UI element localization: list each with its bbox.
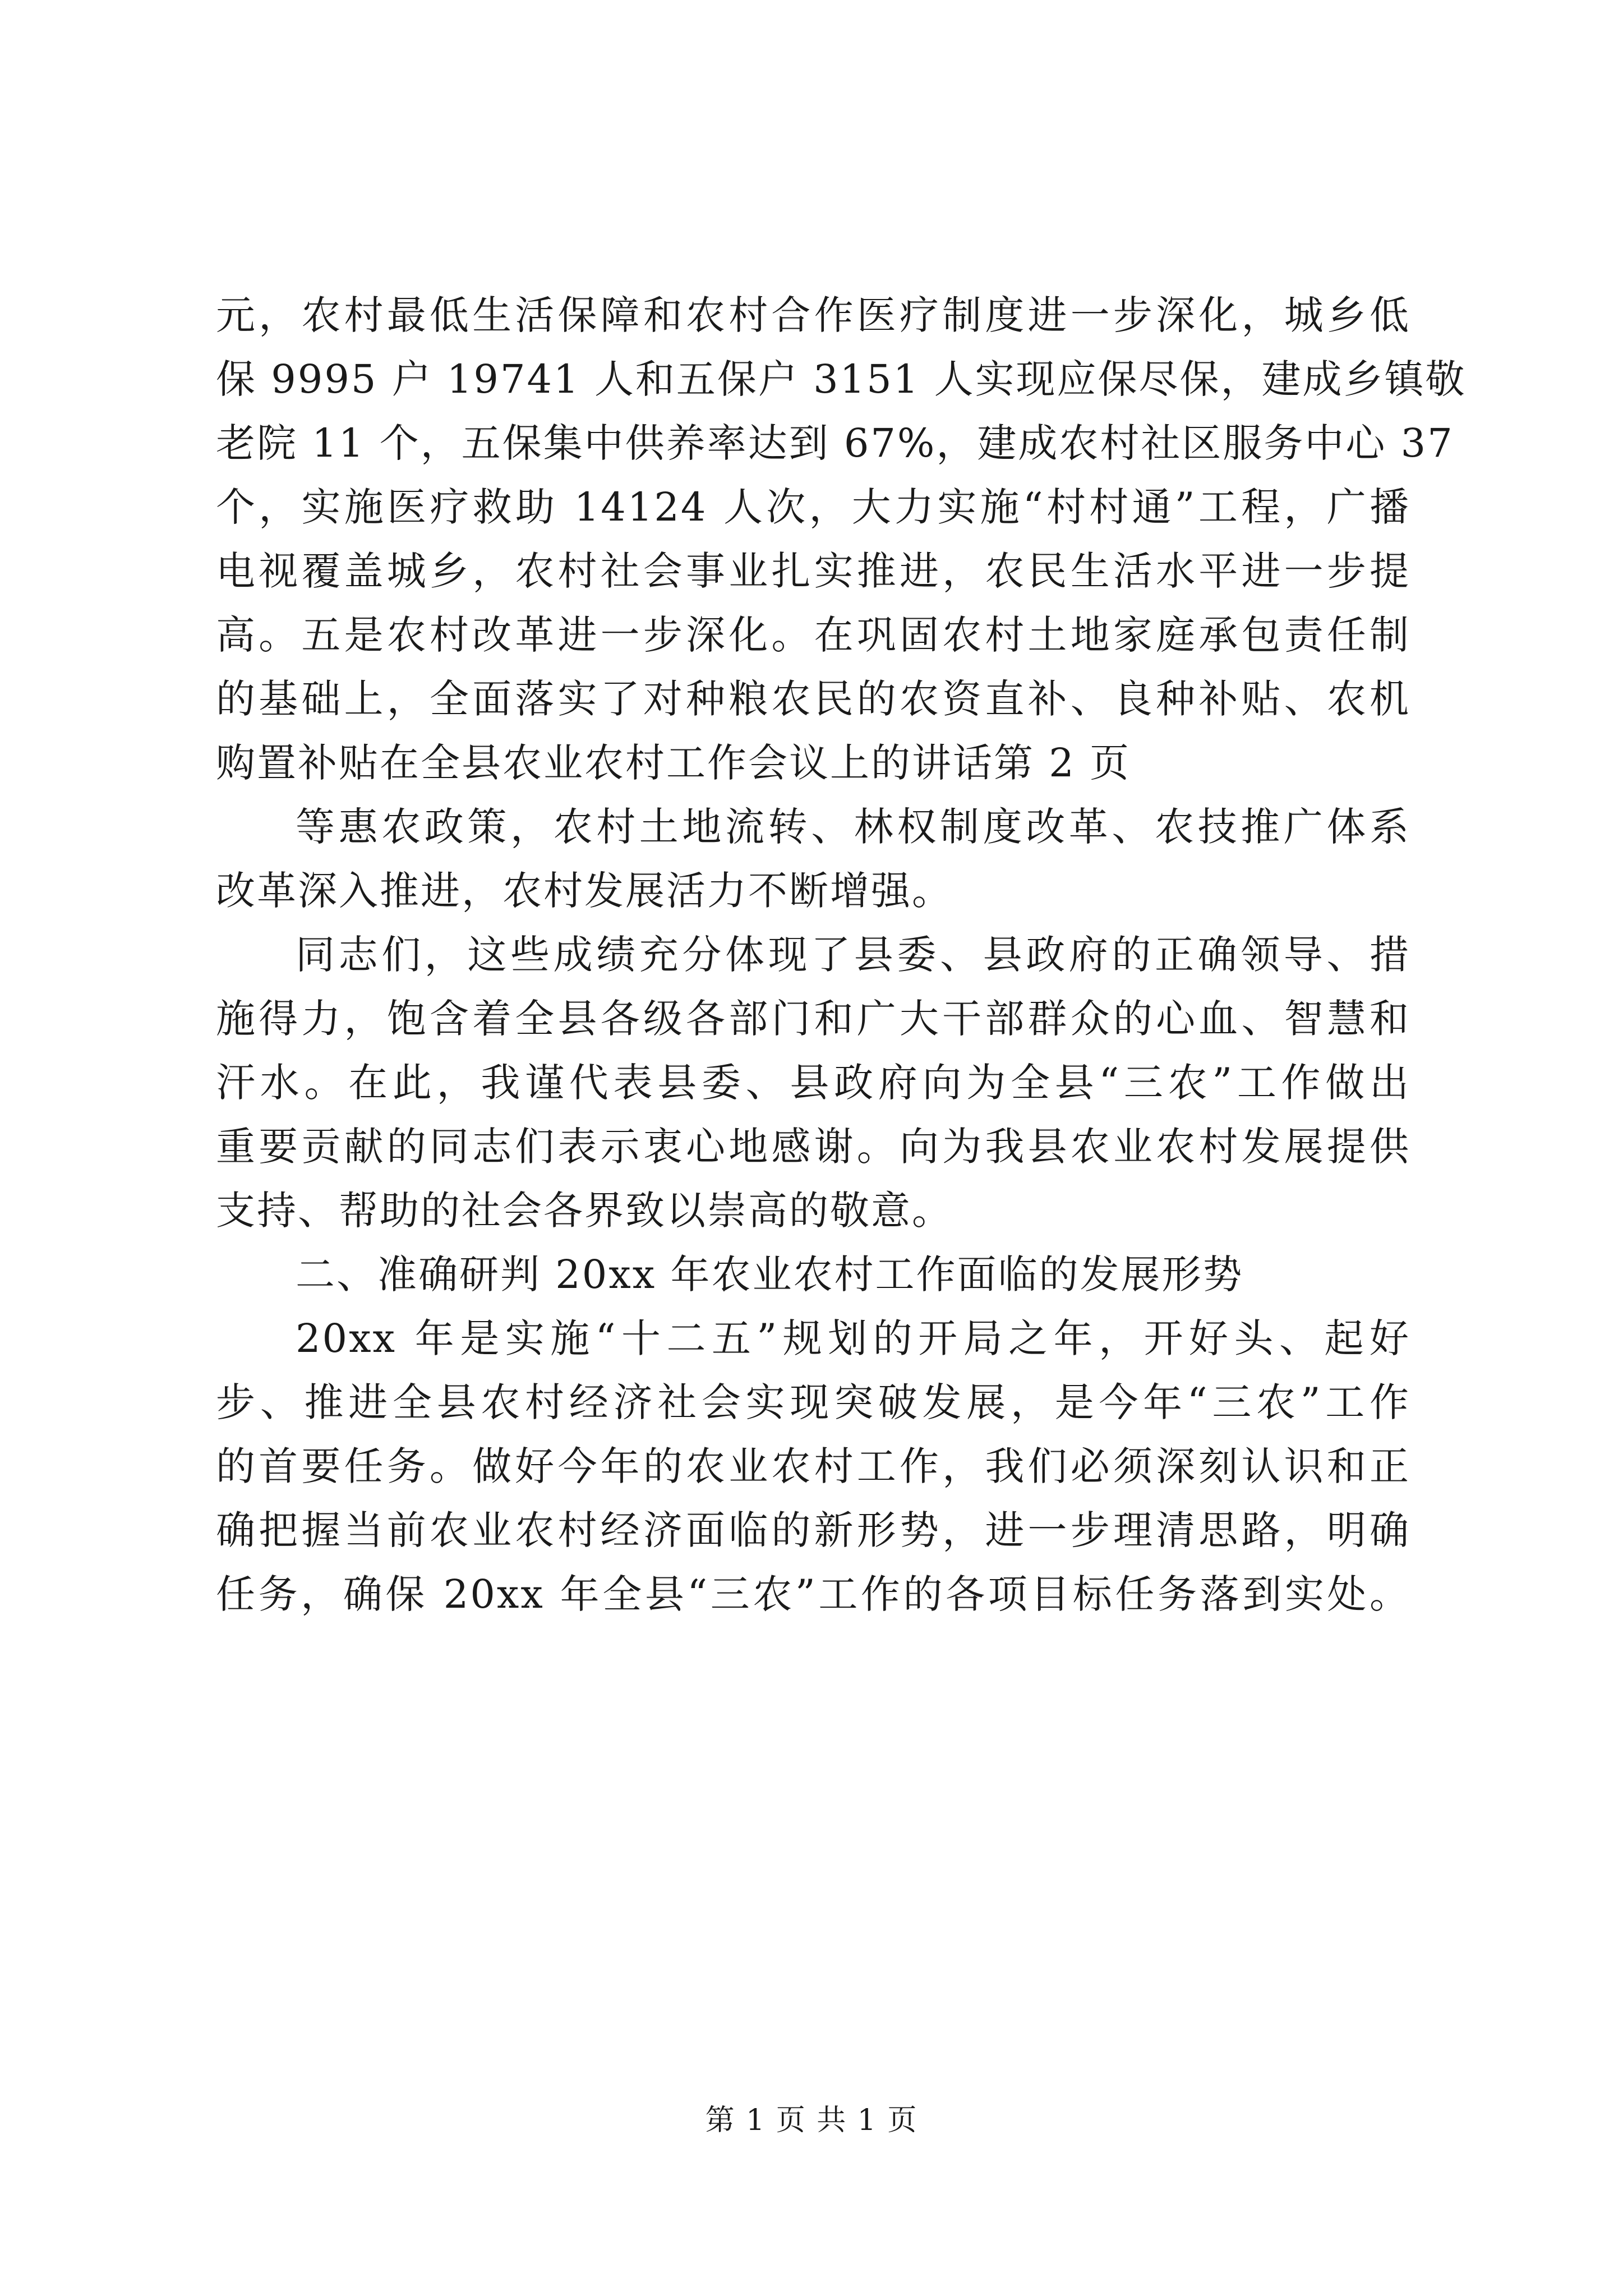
text-line: 保 9995 户 19741 人和五保户 3151 人实现应保尽保，建成乡镇敬 xyxy=(216,356,1467,402)
text-line: 任务，确保 20xx 年全县“三农”工作的各项目标任务落到实处。 xyxy=(216,1571,1410,1617)
page-footer: 第 1 页 共 1 页 xyxy=(705,2104,918,2137)
text-line: 等惠农政策，农村土地流转、林权制度改革、农技推广体系 xyxy=(296,804,1410,850)
text-line: 汗水。在此，我谨代表县委、县政府向为全县“三农”工作做出 xyxy=(216,1060,1410,1106)
text-line: 购置补贴在全县农业农村工作会议上的讲话第 2 页 xyxy=(216,740,1131,786)
text-line: 的首要任务。做好今年的农业农村工作，我们必须深刻认识和正 xyxy=(216,1443,1410,1489)
text-line: 电视覆盖城乡，农村社会事业扎实推进，农民生活水平进一步提 xyxy=(216,548,1410,594)
text-line: 重要贡献的同志们表示衷心地感谢。向为我县农业农村发展提供 xyxy=(216,1124,1410,1170)
text-line: 同志们，这些成绩充分体现了县委、县政府的正确领导、措 xyxy=(296,932,1410,978)
text-line: 高。五是农村改革进一步深化。在巩固农村土地家庭承包责任制 xyxy=(216,612,1410,658)
text-line: 老院 11 个，五保集中供养率达到 67%，建成农村社区服务中心 37 xyxy=(216,420,1454,466)
text-line: 确把握当前农业农村经济面临的新形势，进一步理清思路，明确 xyxy=(216,1507,1410,1553)
document-body xyxy=(216,283,1467,1626)
text-line: 个，实施医疗救助 14124 人次，大力实施“村村通”工程，广播 xyxy=(216,484,1410,530)
text-line: 施得力，饱含着全县各级各部门和广大干部群众的心血、智慧和 xyxy=(216,996,1410,1042)
text-line: 步、推进全县农村经济社会实现突破发展，是今年“三农”工作 xyxy=(216,1379,1410,1425)
text-line: 20xx 年是实施“十二五”规划的开局之年，开好头、起好 xyxy=(296,1315,1410,1361)
text-line: 的基础上，全面落实了对种粮农民的农资直补、良种补贴、农机 xyxy=(216,676,1410,722)
text-line: 元，农村最低生活保障和农村合作医疗制度进一步深化，城乡低 xyxy=(216,292,1410,338)
text-line: 支持、帮助的社会各界致以崇高的敬意。 xyxy=(216,1188,953,1234)
text-line: 二、准确研判 20xx 年农业农村工作面临的发展形势 xyxy=(296,1251,1244,1297)
text-line: 改革深入推进，农村发展活力不断增强。 xyxy=(216,868,953,914)
